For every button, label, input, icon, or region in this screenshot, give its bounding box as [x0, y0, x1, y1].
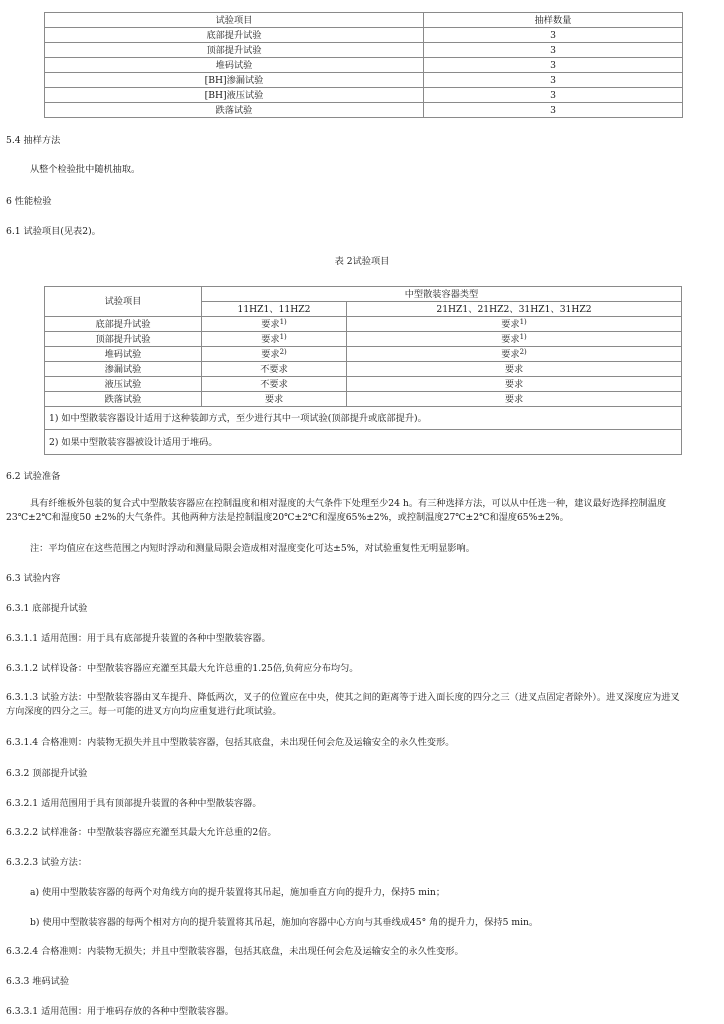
table-row — [45, 43, 683, 58]
sample-count-cell: 3 — [424, 28, 683, 43]
test-item-cell: 顶部提升试验 — [45, 332, 202, 347]
section-6-2-title: 6.2 试验准备 — [6, 471, 61, 482]
section-6-2-note: 注：平均值应在这些范围之内短时浮动和测量局限会造成相对湿度变化可达±5%，对试验重复性无明显影响。 — [30, 543, 475, 554]
requirement-text: 要求 — [501, 348, 520, 360]
header-ibc-type: 中型散装容器类型 — [202, 287, 682, 302]
table-row — [45, 73, 683, 88]
requirement-cell-a — [202, 377, 347, 392]
section-6-3-1-2: 6.3.1.2 试样设备：中型散装容器应充灌至其最大允许总重的1.25倍,负荷应分布均匀。 — [6, 663, 359, 674]
test-items-table — [44, 286, 682, 455]
test-item-cell: [BH]渗漏试验 — [45, 73, 424, 88]
test-item-cell: 堆码试验 — [45, 347, 202, 362]
table-row — [45, 103, 683, 118]
test-item-cell: 跌落试验 — [45, 103, 424, 118]
footnote-ref: 2) — [279, 347, 287, 356]
test-item-cell: 跌落试验 — [45, 392, 202, 407]
requirement-cell-a — [202, 362, 347, 377]
table-note-row — [45, 407, 682, 430]
section-6-3-2-3-b: b) 使用中型散装容器的每两个相对方向的提升装置将其吊起，施加向容器中心方向与其垂线成45° 角的提升力，保持5 min。 — [30, 917, 539, 928]
table-row — [45, 347, 682, 362]
table-row — [45, 58, 683, 73]
section-6-3-2-4: 6.3.2.4 合格准则：内装物无损失；并且中型散装容器，包括其底盘，未出现任何会危及运输安全的永久性变形。 — [6, 946, 464, 957]
requirement-text: 要求 — [261, 348, 280, 360]
footnote-ref: 1) — [519, 332, 527, 341]
table-row — [45, 88, 683, 103]
requirement-cell-a — [202, 317, 347, 332]
requirement-text: 不要求 — [260, 363, 288, 375]
requirement-cell-a — [202, 347, 347, 362]
table-note-row — [45, 430, 682, 455]
sampling-table — [44, 12, 683, 118]
table-row — [45, 362, 682, 377]
test-item-cell: 渗漏试验 — [45, 362, 202, 377]
section-6-3-3-1: 6.3.3.1 适用范围：用于堆码存放的各种中型散装容器。 — [6, 1006, 234, 1017]
table-footnote: 2) 如果中型散装容器被设计适用于堆码。 — [45, 430, 682, 455]
table-row — [45, 28, 683, 43]
section-6-3-2-3-a: a) 使用中型散装容器的每两个对角线方向的提升装置将其吊起，施加垂直方向的提升力，保持5 min； — [30, 887, 446, 898]
table2-caption: 表 2试验项目 — [334, 256, 390, 267]
table-row — [45, 392, 682, 407]
section-6-3-2-3: 6.3.2.3 试验方法： — [6, 857, 88, 868]
requirement-cell-b — [347, 347, 682, 362]
requirement-cell-b — [347, 317, 682, 332]
footnote-ref: 1) — [279, 332, 287, 341]
requirement-text: 要求 — [261, 333, 280, 345]
sample-count-cell: 3 — [424, 73, 683, 88]
section-6-3-1-3: 6.3.1.3 试验方法：中型散装容器由叉车提升、降低两次，叉子的位置应在中央，使其之间的距离等于进入面长度的四分之三（进叉点固定者除外）。进叉深度应为进叉方向深度的四分之三。每一可能的进叉方向均应重复进行此项试验。 — [6, 692, 680, 717]
section-5-4-body: 从整个检验批中随机抽取。 — [30, 164, 141, 175]
test-item-cell: 底部提升试验 — [45, 28, 424, 43]
requirement-cell-b — [347, 362, 682, 377]
header-sample-count: 抽样数量 — [424, 13, 683, 28]
requirement-cell-b — [347, 377, 682, 392]
section-6-3-2-title: 6.3.2 顶部提升试验 — [6, 768, 88, 779]
requirement-cell-a — [202, 332, 347, 347]
requirement-cell-b — [347, 332, 682, 347]
sample-count-cell: 3 — [424, 103, 683, 118]
footnote-ref: 2) — [519, 347, 527, 356]
section-6-title: 6 性能检验 — [6, 196, 52, 207]
section-6-3-3-title: 6.3.3 堆码试验 — [6, 976, 70, 987]
requirement-text: 要求 — [504, 393, 524, 405]
table-row — [45, 377, 682, 392]
requirement-text: 要求 — [501, 318, 520, 330]
requirement-text: 要求 — [261, 318, 280, 330]
table-header-row — [45, 287, 682, 302]
section-6-3-title: 6.3 试验内容 — [6, 573, 61, 584]
section-6-1-title: 6.1 试验项目(见表2)。 — [6, 226, 101, 237]
table-header-row — [45, 13, 683, 28]
sample-count-cell: 3 — [424, 58, 683, 73]
requirement-cell-a — [202, 392, 347, 407]
requirement-text: 不要求 — [260, 378, 288, 390]
test-item-cell: 液压试验 — [45, 377, 202, 392]
requirement-cell-b — [347, 392, 682, 407]
section-6-3-2-1: 6.3.2.1 适用范围用于具有顶部提升装置的各种中型散装容器。 — [6, 798, 262, 809]
header-test-item: 试验项目 — [45, 13, 424, 28]
requirement-text: 要求 — [504, 378, 524, 390]
section-6-3-2-2: 6.3.2.2 试样准备：中型散装容器应充灌至其最大允许总重的2倍。 — [6, 827, 277, 838]
requirement-text: 要求 — [501, 333, 520, 345]
table-row — [45, 332, 682, 347]
footnote-ref: 1) — [519, 317, 527, 326]
requirement-text: 要求 — [264, 393, 284, 405]
section-5-4-title: 5.4 抽样方法 — [6, 135, 61, 146]
section-6-3-1-4: 6.3.1.4 合格准则：内装物无损失并且中型散装容器，包括其底盘，未出现任何会危及运输安全的永久性变形。 — [6, 737, 455, 748]
table-row — [45, 317, 682, 332]
sample-count-cell: 3 — [424, 43, 683, 58]
test-item-cell: 顶部提升试验 — [45, 43, 424, 58]
table-footnote: 1) 如中型散装容器设计适用于这种装卸方式，至少进行其中一项试验(顶部提升或底部提升)。 — [45, 407, 682, 430]
header-test-item: 试验项目 — [45, 287, 202, 317]
footnote-ref: 1) — [279, 317, 287, 326]
section-6-3-1-1: 6.3.1.1 适用范围：用于具有底部提升装置的各种中型散装容器。 — [6, 633, 271, 644]
test-item-cell: [BH]液压试验 — [45, 88, 424, 103]
test-item-cell: 底部提升试验 — [45, 317, 202, 332]
test-item-cell: 堆码试验 — [45, 58, 424, 73]
section-6-3-1-title: 6.3.1 底部提升试验 — [6, 603, 88, 614]
requirement-text: 要求 — [504, 363, 524, 375]
header-type-a: 11HZ1、11HZ2 — [202, 302, 347, 317]
section-6-2-body: 具有纤维板外包装的复合式中型散装容器应在控制温度和相对湿度的大气条件下处理至少24 h。有三种选择方法，可以从中任选一种，建议最好选择控制温度23℃±2℃和湿度50 ±2%的大气条件。其他两种方法是控制温度20℃±2℃和湿度65%±2%，或控制温度27℃±2℃和湿度65%±2%。 — [6, 498, 667, 523]
header-type-b: 21HZ1、21HZ2、31HZ1、31HZ2 — [347, 302, 682, 317]
sample-count-cell: 3 — [424, 88, 683, 103]
